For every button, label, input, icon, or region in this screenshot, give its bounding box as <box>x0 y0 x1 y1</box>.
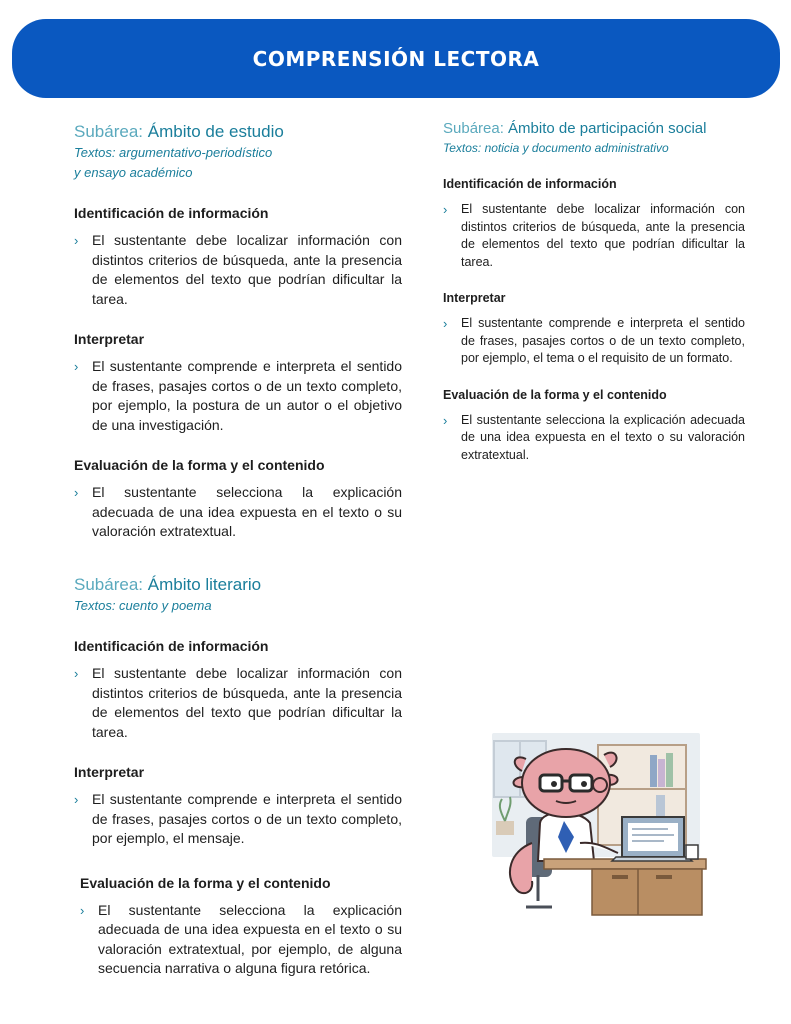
section-title: Interpretar <box>74 764 145 780</box>
list-item <box>74 790 402 849</box>
subarea-label: Subárea: <box>74 122 148 141</box>
bullet-text: El sustentante comprende e interpreta el sentido de frases, pasajes cortos o de un texto completo, por ejemplo, el mensaje. <box>92 791 402 846</box>
texts-line: Textos: cuento y poema <box>74 598 212 613</box>
bullet-marker: › <box>74 666 79 681</box>
section-title: Evaluación de la forma y el contenido <box>74 457 325 473</box>
bullet-marker: › <box>74 233 79 248</box>
bullet-text: El sustentante selecciona la explicación adecuada de una idea expuesta en el texto o su valoración extratextual. <box>461 412 745 462</box>
axolotl-illustration-svg <box>488 725 710 917</box>
list-item <box>74 901 402 979</box>
bullet-text: El sustentante selecciona la explicación adecuada de una idea expuesta en el texto o su valoración extratextual, por ejemplo, de alguna secuencia narrativa o alguna figura retórica. <box>98 901 402 976</box>
texts-line: Textos: argumentativo-periodístico <box>74 145 273 160</box>
subarea-name: Ámbito de estudio <box>147 122 284 141</box>
subarea-heading <box>74 121 402 143</box>
section-title: Interpretar <box>443 291 506 305</box>
bullet-marker: › <box>443 316 448 331</box>
bullet-marker: › <box>74 792 79 807</box>
list-item <box>74 357 402 435</box>
bullet-text: El sustentante selecciona la explicación adecuada de una idea expuesta en el texto o su valoración extratextual. <box>92 484 402 539</box>
subarea-name: Ámbito de participación social <box>508 120 707 137</box>
subarea-heading <box>74 574 402 596</box>
subarea-name: Ámbito literario <box>147 575 262 594</box>
subarea-label: Subárea: <box>74 575 148 594</box>
subarea-heading <box>443 119 745 139</box>
header-banner <box>12 19 780 98</box>
list-item <box>74 483 402 542</box>
list-item <box>443 315 745 368</box>
bullet-text: El sustentante comprende e interpreta el sentido de frases, pasajes cortos o de un texto completo, por ejemplo, el tema o el requisito de un formato. <box>461 316 745 365</box>
section-title: Identificación de información <box>74 638 269 654</box>
section-title: Interpretar <box>74 331 145 347</box>
page-title: COMPRENSIÓN LECTORA <box>252 46 540 71</box>
section-title: Evaluación de la forma y el contenido <box>80 874 331 891</box>
texts-line: y ensayo académico <box>74 165 193 180</box>
bullet-text: El sustentante comprende e interpreta el sentido de frases, pasajes cortos o de un texto completo, por ejemplo, la postura de un autor o el objetivo de una investigación. <box>92 358 402 433</box>
subarea-ambito-estudio <box>74 121 402 542</box>
bullet-text: El sustentante debe localizar información con distintos criterios de búsqueda, ante la presencia de elementos del texto que podrían dificultar la tarea. <box>92 665 402 740</box>
section-title: Identificación de información <box>74 205 269 221</box>
list-item <box>74 664 402 742</box>
texts-line: Textos: noticia y documento administrativo <box>443 141 669 155</box>
subarea-label: Subárea: <box>443 120 509 137</box>
axolotl-at-laptop-illustration <box>488 725 710 917</box>
bullet-text: El sustentante debe localizar información con distintos criterios de búsqueda, ante la presencia de elementos del texto que podrían dificultar la tarea. <box>92 232 402 307</box>
subarea-participacion-social <box>443 119 745 464</box>
section-title: Identificación de información <box>443 177 617 191</box>
bullet-marker: › <box>80 902 85 918</box>
list-item <box>443 412 745 465</box>
subarea-ambito-literario <box>74 574 402 979</box>
bullet-marker: › <box>443 202 448 217</box>
bullet-marker: › <box>443 412 448 428</box>
list-item <box>74 231 402 309</box>
bullet-text: El sustentante debe localizar información con distintos criterios de búsqueda, ante la presencia de elementos del texto que podrían dificultar la tarea. <box>461 202 745 269</box>
bullet-marker: › <box>74 485 79 500</box>
bullet-marker: › <box>74 359 79 374</box>
section-title: Evaluación de la forma y el contenido <box>443 387 667 402</box>
list-item <box>443 201 745 271</box>
